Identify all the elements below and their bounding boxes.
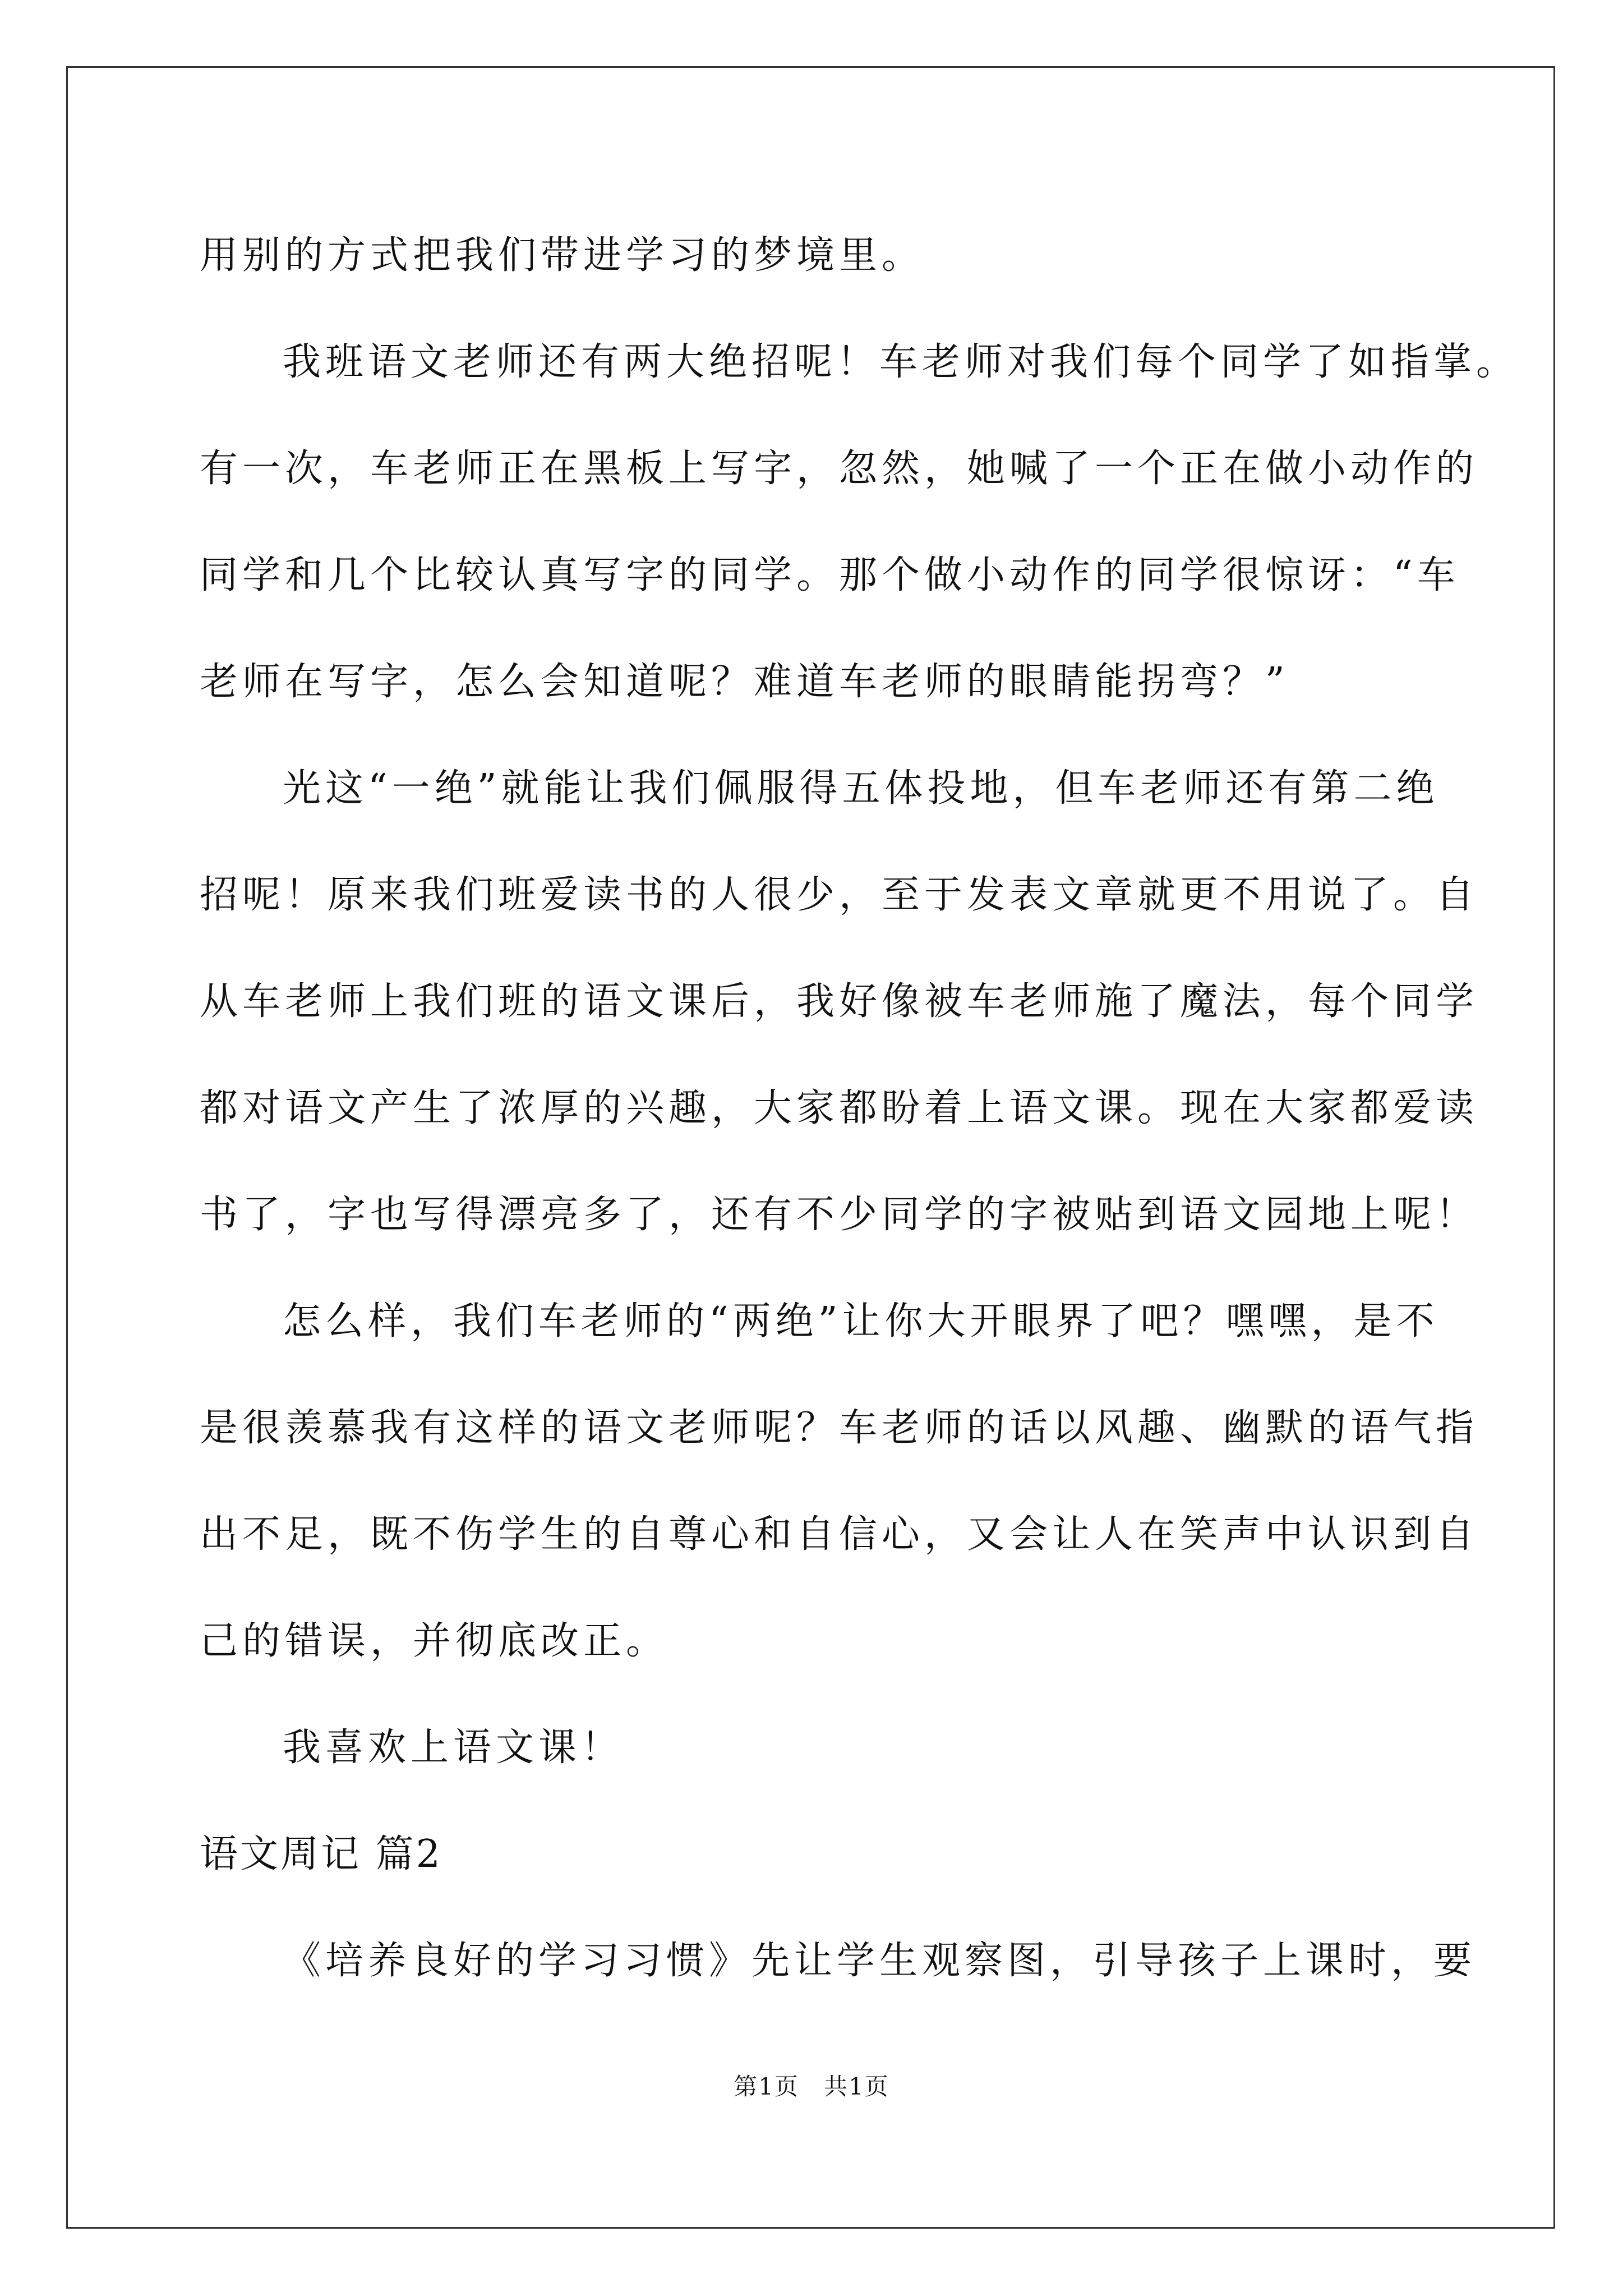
paragraph-line: 《培养良好的学习习惯》先让学生观察图，引导孩子上课时，要 (283, 1939, 1477, 1983)
paragraph-line: 书了，字也写得漂亮多了，还有不少同学的字被贴到语文园地上呢！ (200, 1193, 1479, 1237)
paragraph-line: 有一次，车老师正在黑板上写字，忽然，她喊了一个正在做小动作的 (200, 447, 1479, 491)
paragraph-line: 怎么样，我们车老师的“两绝”让你大开眼界了吧？嘿嘿，是不 (283, 1299, 1439, 1343)
section-heading: 语文周记 篇2 (200, 1832, 442, 1876)
paragraph-line: 是很羡慕我有这样的语文老师呢？车老师的话以风趣、幽默的语气指 (200, 1406, 1479, 1450)
paragraph-line: 光这“一绝”就能让我们佩服得五体投地，但车老师还有第二绝 (283, 766, 1439, 811)
page-number-total: 共1页 (824, 2073, 889, 2100)
paragraph-line: 老师在写字，怎么会知道呢？难道车老师的眼睛能拐弯？” (200, 660, 1289, 704)
paragraph-line: 都对语文产生了浓厚的兴趣，大家都盼着上语文课。现在大家都爱读 (200, 1086, 1479, 1130)
paragraph-line: 招呢！原来我们班爱读书的人很少，至于发表文章就更不用说了。自 (200, 873, 1479, 917)
paragraph-line: 同学和几个比较认真写字的同学。那个做小动作的同学很惊讶：“车 (200, 553, 1460, 597)
page-footer (0, 2070, 1623, 2104)
paragraph-line: 用别的方式把我们带进学习的梦境里。 (200, 233, 925, 278)
paragraph-line: 从车老师上我们班的语文课后，我好像被车老师施了魔法，每个同学 (200, 979, 1479, 1024)
paragraph-line: 我班语文老师还有两大绝招呢！车老师对我们每个同学了如指掌。 (283, 340, 1519, 384)
paragraph-line: 我喜欢上语文课！ (283, 1726, 624, 1770)
page-number-current: 第1页 (734, 2073, 799, 2100)
paragraph-line: 己的错误，并彻底改正。 (200, 1619, 669, 1663)
paragraph-line: 出不足，既不伤学生的自尊心和自信心，又会让人在笑声中认识到自 (200, 1512, 1479, 1557)
